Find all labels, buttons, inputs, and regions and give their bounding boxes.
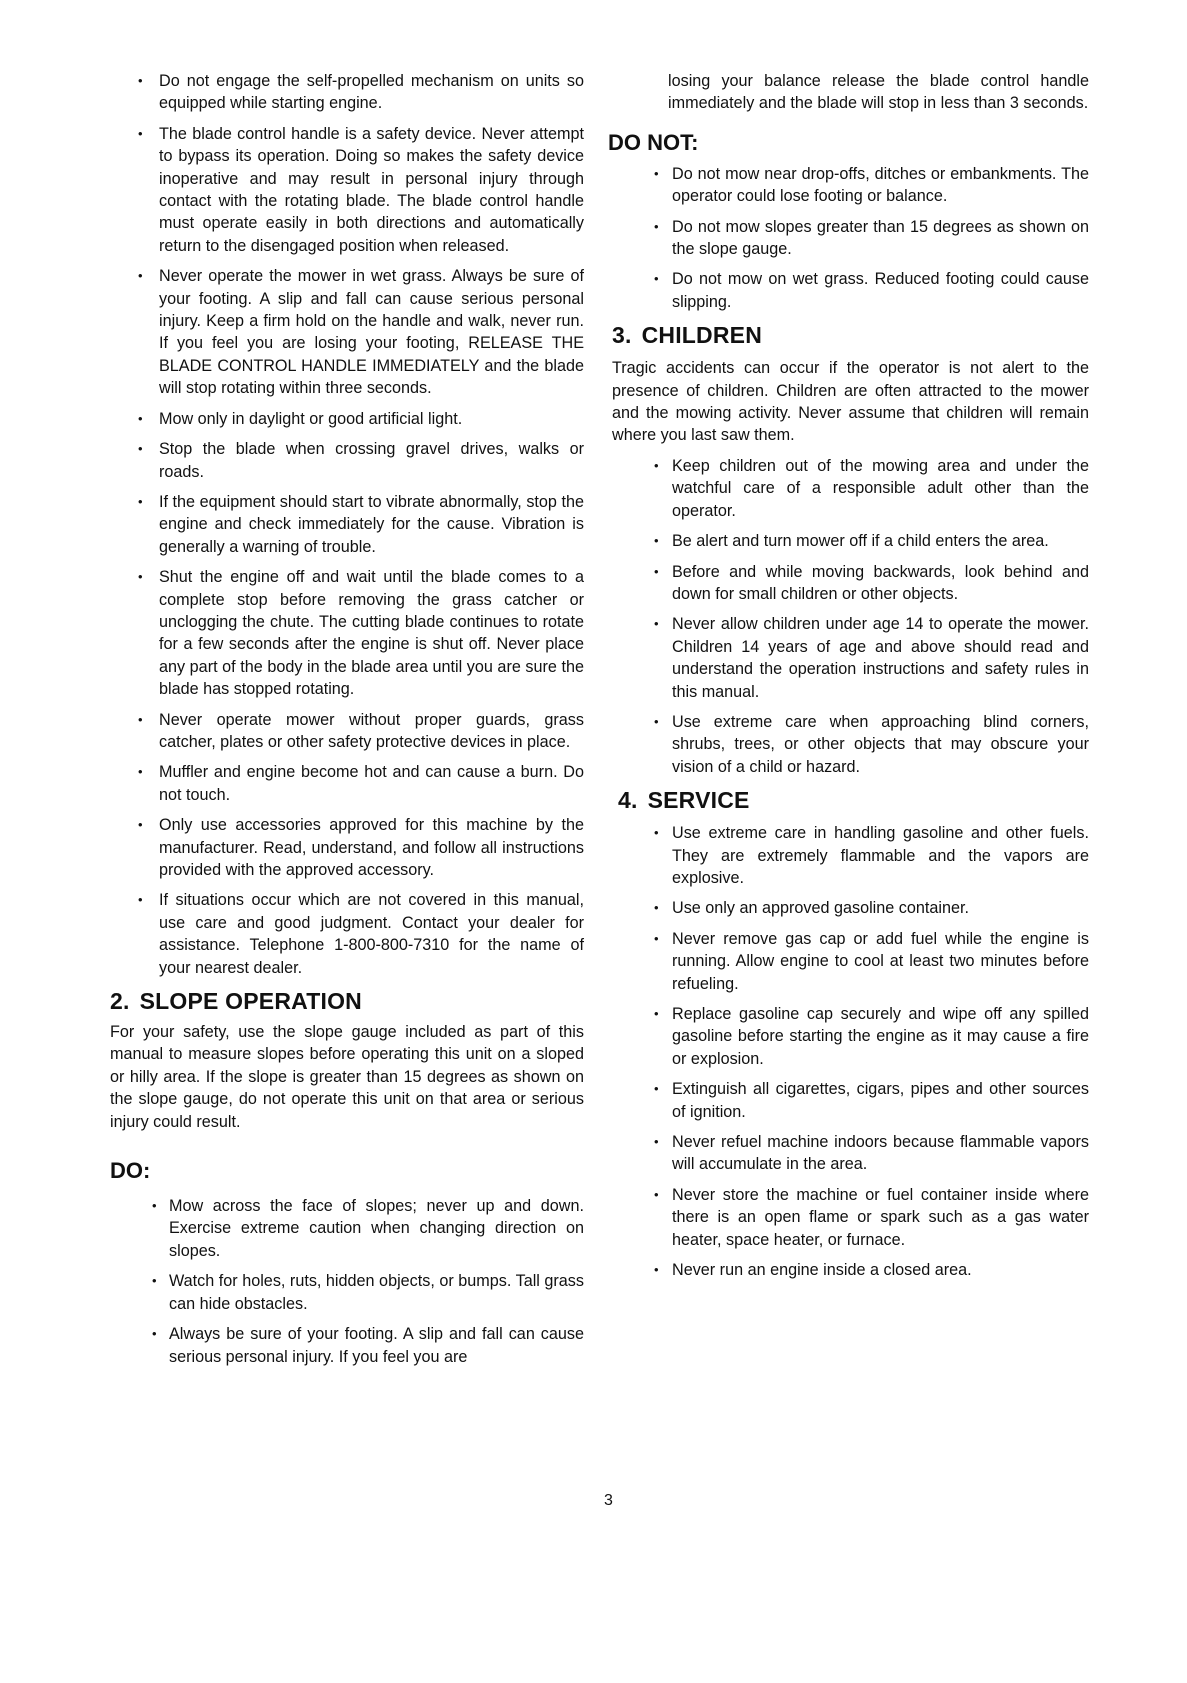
section-heading-service — [618, 786, 1089, 814]
service-list — [612, 822, 1089, 1281]
list-item: • Keep children out of the mowing area and under the watchful care of a responsible adult other than the operator. — [612, 455, 1089, 522]
section-number: 3. — [612, 322, 632, 349]
list-item: • Never allow children under age 14 to operate the mower. Children 14 years of age and above should read and understand the operation instructions and safety rules in this manual. — [612, 613, 1089, 703]
do-not-heading: DO NOT: — [608, 129, 699, 155]
list-item: • Before and while moving backwards, look behind and down for small children or other objects. — [612, 561, 1089, 606]
list-item: • Replace gasoline cap securely and wipe off any spilled gasoline before starting the engine as it may cause a fire or explosion. — [612, 1003, 1089, 1070]
list-item: • If situations occur which are not covered in this manual, use care and good judgment. Contact your dealer for assistance. Telephone 1-800-800-7310 for the name of your nearest dealer. — [110, 889, 584, 979]
list-item: • Use extreme care when approaching blind corners, shrubs, trees, or other objects that may obscure your vision of a child or hazard. — [612, 711, 1089, 778]
list-item: • Extinguish all cigarettes, cigars, pipes and other sources of ignition. — [612, 1078, 1089, 1123]
children-list — [612, 455, 1089, 778]
section-title: SLOPE OPERATION — [139, 988, 362, 1015]
list-item: • Be alert and turn mower off if a child enters the area. — [612, 530, 1089, 552]
do-not-list — [612, 163, 1089, 313]
list-item: • Do not mow on wet grass. Reduced footing could cause slipping. — [612, 268, 1089, 313]
list-item: • The blade control handle is a safety device. Never attempt to bypass its operation. Doing so makes the safety device inoperative and may result in personal injury through contact with the rotating blade. The blade control handle must operate easily in both directions and automatically return to the disengaged position when released. — [110, 123, 584, 257]
safety-rules-list — [110, 70, 584, 979]
do-heading: DO: — [110, 1158, 151, 1184]
list-item: • Never operate the mower in wet grass. Always be sure of your footing. A slip and fall can cause serious personal injury. Keep a firm hold on the handle and walk, never run. If you feel you are losing your footing, RELEASE THE BLADE CONTROL HANDLE IMMEDIATELY and the blade will stop rotating within three seconds. — [110, 265, 584, 399]
list-item: • Never store the machine or fuel container inside where there is an open flame or spark such as a gas water heater, space heater, or furnace. — [612, 1184, 1089, 1251]
list-item: • Never refuel machine indoors because flammable vapors will accumulate in the area. — [612, 1131, 1089, 1176]
list-item: • Watch for holes, ruts, hidden objects, or bumps. Tall grass can hide obstacles. — [110, 1270, 584, 1315]
list-item: • Use only an approved gasoline container. — [612, 897, 1089, 919]
list-item: • If the equipment should start to vibrate abnormally, stop the engine and check immediately for the cause. Vibration is generally a warning of trouble. — [110, 491, 584, 558]
page-number: 3 — [604, 1492, 613, 1509]
list-item: • Shut the engine off and wait until the blade comes to a complete stop before removing the grass catcher or unclogging the chute. The cutting blade continues to rotate for a few seconds after the engine is shut off. Never place any part of the body in the blade area until you are sure the blade has stopped rotating. — [110, 566, 584, 700]
list-item: • Mow only in daylight or good artificial light. — [110, 408, 584, 430]
do-list — [110, 1195, 584, 1368]
list-item: • Do not engage the self-propelled mechanism on units so equipped while starting engine. — [110, 70, 584, 115]
list-item: • Never run an engine inside a closed area. — [612, 1259, 1089, 1281]
right-column — [608, 70, 1089, 1289]
list-item: • Mow across the face of slopes; never up and down. Exercise extreme caution when changing direction on slopes. — [110, 1195, 584, 1262]
list-item: • Do not mow slopes greater than 15 degrees as shown on the slope gauge. — [612, 216, 1089, 261]
section-heading-slope — [110, 987, 584, 1015]
list-item: • Always be sure of your footing. A slip and fall can cause serious personal injury. If you feel you are — [110, 1323, 584, 1368]
section-title: SERVICE — [647, 787, 750, 814]
list-item: • Stop the blade when crossing gravel drives, walks or roads. — [110, 438, 584, 483]
list-item: • Muffler and engine become hot and can cause a burn. Do not touch. — [110, 761, 584, 806]
slope-intro: For your safety, use the slope gauge included as part of this manual to measure slopes before operating this unit on a sloped or hilly area. If the slope is greater than 15 degrees as shown on the slope gauge, do not operate this unit on that area or serious injury could result. — [110, 1023, 584, 1131]
section-number: 2. — [110, 988, 130, 1015]
children-intro: Tragic accidents can occur if the operator is not alert to the presence of children. Children are often attracted to the mower and the mowing activity. Never assume that children will remain where you last saw them. — [612, 359, 1089, 445]
list-item: • Use extreme care in handling gasoline and other fuels. They are extremely flammable and the vapors are explosive. — [612, 822, 1089, 889]
section-number: 4. — [618, 787, 638, 814]
list-item: • Do not mow near drop-offs, ditches or embankments. The operator could lose footing or balance. — [612, 163, 1089, 208]
continued-text: losing your balance release the blade control handle immediately and the blade will stop in less than 3 seconds. — [668, 72, 1089, 113]
list-item: • Never operate mower without proper guards, grass catcher, plates or other safety protective devices in place. — [110, 709, 584, 754]
section-title: CHILDREN — [641, 322, 763, 349]
list-item: • Never remove gas cap or add fuel while the engine is running. Allow engine to cool at least two minutes before refueling. — [612, 928, 1089, 995]
list-item: • Only use accessories approved for this machine by the manufacturer. Read, understand, and follow all instructions provided with the approved accessory. — [110, 814, 584, 881]
left-column — [110, 70, 584, 1376]
section-heading-children — [612, 321, 1089, 349]
